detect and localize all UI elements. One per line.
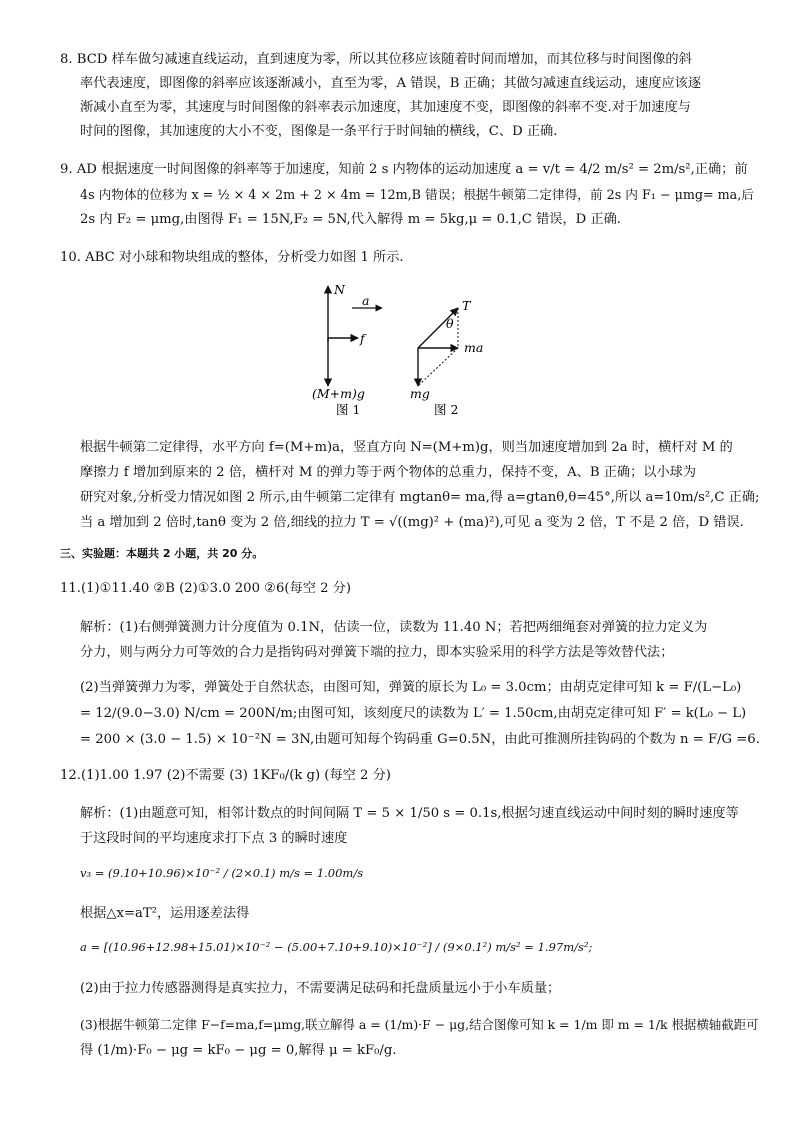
q12-exp1: 解析：(1)由题意可知，相邻计数点的时间间隔 T = 5 × 1/50 s = 0.1s,根据匀速直线运动中间时刻的瞬时速度等 xyxy=(80,806,739,821)
q10-line1: 10. ABC 对小球和物块组成的整体，分析受力如图 1 所示. xyxy=(60,250,404,265)
figure-2-caption: 图 2 xyxy=(434,402,459,417)
q12-answer: 12.(1)1.00 1.97 (2)不需要 (3) 1KF₀/(k g) (每空 2 分) xyxy=(60,768,391,783)
q8-line2: 率代表速度，即图像的斜率应该逐渐减小，直至为零，A 错误，B 正确；其做匀减速直线运动，速度应该逐 xyxy=(80,76,702,91)
q12-exp5: (3)根据牛顿第二定律 F−f=ma,f=μmg,联立解得 a = (1/m)·F − μg,结合图像可知 k = 1/m 即 m = 1/k 根据横轴截距可 xyxy=(80,1017,759,1032)
label-a: a xyxy=(362,293,370,308)
q9-line3: 2s 内 F₂ = μmg,由图得 F₁ = 15N,F₂ = 5N,代入解得 m = 5kg,μ = 0.1,C 错误，D 正确. xyxy=(80,212,621,227)
label-t: T xyxy=(462,298,471,313)
figure-1 xyxy=(312,282,382,417)
q12-exp6: 得 (1/m)·F₀ − μg = kF₀ − μg = 0,解得 μ = kF₀/g. xyxy=(80,1043,397,1058)
q8-line4: 时间的图像，其加速度的大小不变，图像是一条平行于时间轴的横线，C、D 正确. xyxy=(80,124,558,139)
q11-exp1: 解析：(1)右侧弹簧测力计分度值为 0.1N，估读一位，读数为 11.40 N；若把两细绳套对弹簧的拉力定义为 xyxy=(80,620,708,635)
q12-exp3: 根据△x=aT²，运用逐差法得 xyxy=(80,906,250,921)
q10-para4: 当 a 增加到 2 倍时,tanθ 变为 2 倍,细线的拉力 T = √((mg)² + (ma)²),可见 a 变为 2 倍，T 不是 2 倍，D 错误. xyxy=(80,515,744,530)
q11-answer: 11.(1)①11.40 ②B (2)①3.0 200 ②6(每空 2 分) xyxy=(60,581,351,596)
q11-exp2: 分力，则与两分力可等效的合力是指钩码对弹簧下端的拉力，即本实验采用的科学方法是等效替代法； xyxy=(80,645,674,660)
figure-2 xyxy=(410,298,483,417)
force-diagrams xyxy=(300,280,500,420)
q12-exp4: (2)由于拉力传感器测得是真实拉力，不需要满足砝码和托盘质量远小于小车质量； xyxy=(80,981,561,996)
q8-line3: 渐减小直至为零，其速度与时间图像的斜率表示加速度，其加速度不变，即图像的斜率不变.对于加速度与 xyxy=(80,100,691,115)
label-mg: mg xyxy=(410,386,430,401)
figure-1-caption: 图 1 xyxy=(336,402,361,417)
q12-eq-velocity: v₃ = (9.10+10.96)×10⁻² / (2×0.1) m/s = 1.00m/s xyxy=(80,866,364,880)
q12-exp2: 于这段时间的平均速度求打下点 3 的瞬时速度 xyxy=(80,831,348,846)
label-f: f xyxy=(360,331,365,346)
q11-exp5: = 200 × (3.0 − 1.5) × 10⁻²N = 3N,由题可知每个钩码重 G=0.5N，由此可推测所挂钩码的个数为 n = F/G =6. xyxy=(80,732,760,747)
q10-para1: 根据牛顿第二定律得，水平方向 f=(M+m)a，竖直方向 N=(M+m)g，则当加速度增加到 2a 时，横杆对 M 的 xyxy=(80,440,733,455)
q10-para2: 摩擦力 f 增加到原来的 2 倍，横杆对 M 的弹力等于两个物体的总重力，保持不变，A、B 正确；以小球为 xyxy=(80,465,697,480)
label-n: N xyxy=(334,282,345,297)
q11-exp3: (2)当弹簧弹力为零，弹簧处于自然状态，由图可知，弹簧的原长为 L₀ = 3.0cm；由胡克定律可知 k = F/(L−L₀) xyxy=(80,680,742,695)
section-3-heading: 三、实验题：本题共 2 小题，共 20 分。 xyxy=(60,547,264,560)
q9-line1: 9. AD 根据速度一时间图像的斜率等于加速度，知前 2 s 内物体的运动加速度 a = v/t = 4/2 m/s² = 2m/s²,正确；前 xyxy=(60,162,748,177)
q10-para3: 研究对象,分析受力情况如图 2 所示,由牛顿第二定律有 mgtanθ= ma,得 a=gtanθ,θ=45°,所以 a=10m/s²,C 正确; xyxy=(80,490,760,505)
label-mg-total: (M+m)g xyxy=(312,386,365,401)
q12-eq-acceleration: a = [(10.96+12.98+15.01)×10⁻² − (5.00+7.10+9.10)×10⁻²] / (9×0.1²) m/s² = 1.97m/s²; xyxy=(80,940,593,954)
label-ma: ma xyxy=(464,340,484,355)
q11-exp4: = 12/(9.0−3.0) N/cm = 200N/m;由图可知，该刻度尺的读数为 L′ = 1.50cm,由胡克定律可知 F′ = k(L₀ − L) xyxy=(80,706,747,721)
q8-line1: 8. BCD 样车做匀减速直线运动，直到速度为零，所以其位移应该随着时间而增加，而其位移与时间图像的斜 xyxy=(60,52,692,67)
dashed-diagonal xyxy=(418,348,458,386)
q9-line2: 4s 内物体的位移为 x = ½ × 4 × 2m + 2 × 4m = 12m,B 错误；根据牛顿第二定律得，前 2s 内 F₁ − μmg= ma,后 xyxy=(80,187,754,202)
label-theta: θ xyxy=(446,316,454,331)
